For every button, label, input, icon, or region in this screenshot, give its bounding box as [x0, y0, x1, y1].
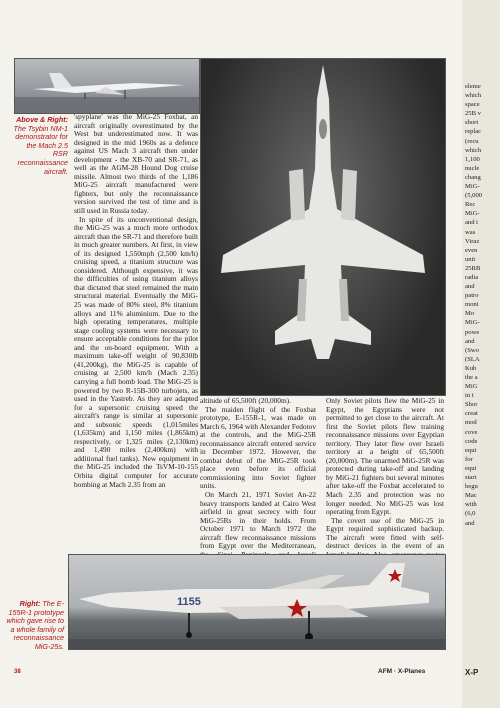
magazine-footer: AFM · X-Planes: [378, 668, 426, 675]
facing-page-line: even: [465, 246, 478, 254]
photo-mig25-top-view: [200, 58, 446, 396]
facing-page-line: MiG-: [465, 319, 480, 327]
facing-page-line: replac: [465, 128, 482, 136]
facing-page-line: code: [465, 437, 478, 445]
facing-page-line: with: [465, 501, 477, 509]
facing-page-line: begu: [465, 483, 478, 491]
facing-page-line: (Swo: [465, 346, 479, 354]
caption-top-text: The Tsybin NM-1 demonstrator for the Mach 2.5 RSR reconnaissance aircraft.: [13, 123, 68, 176]
facing-page-line: Mac: [465, 492, 477, 500]
facing-page-line: 25RB: [465, 264, 481, 272]
aircraft-silhouette-mig25: [201, 59, 445, 395]
facing-page-line: Mo: [465, 310, 475, 318]
facing-page-line: and: [465, 519, 475, 527]
paragraph: 'spyplane' was the MiG-25 Foxbat, an aircraft originally overestimated by the West but underestimated now. It was designed in the mid 1960s as a defence against US Mach 3 aircraft then under development - the XB-70 and SR-71, as well as the AGM-28 Hound Dog cruise missile. Almost two thirds of the 1,186 MiG-25 aircraft manufactured were fighters, but only the reconnaissance version survived the test of time and is still used in Russia today.: [74, 112, 198, 216]
facing-page-line: Kub: [465, 364, 477, 372]
facing-page-footer: X-P: [465, 668, 479, 677]
facing-page-text: [465, 82, 500, 528]
aircraft-number: 1155: [177, 596, 201, 608]
paragraph: Only Soviet pilots flew the MiG-25 in Egypt, the Egyptians were not permitted to get close to the aircraft. At first the Soviet pilots flew training reconnaissance missions over Egyptian territory. They later flew over Israeli territory at a height of 65,500ft (20,000m). The unarmed MiG-25R was protected during take-off and landing by MiG-21 fighters but several minutes after take-off the Foxbat accelerated to Mach 2.35 and protection was no longer needed. No MiG-25 was lost operating from Egypt.: [326, 396, 444, 517]
aircraft-silhouette-nm1: [15, 59, 199, 113]
facing-page-line: (6,0: [465, 510, 476, 518]
facing-page-line: 1,100: [465, 155, 480, 163]
facing-page-line: short: [465, 119, 479, 127]
facing-page-line: moni: [465, 301, 479, 309]
photo-e155r1-prototype: [68, 554, 446, 650]
facing-page-edge: [462, 0, 500, 708]
facing-page-line: MiG-: [465, 210, 480, 218]
facing-page-line: powe: [465, 328, 480, 336]
caption-top-lead: Above & Right:: [16, 115, 68, 124]
facing-page-line: Shor: [465, 401, 478, 409]
facing-page-line: for: [465, 455, 473, 463]
paragraph: altitude of 65,500ft (20,000m).: [200, 396, 291, 405]
caption-bottom-lead: Right:: [19, 599, 41, 608]
facing-page-line: 25B v: [465, 110, 481, 118]
photo-tsybin-nm1: [14, 58, 200, 114]
facing-page-line: and: [465, 283, 475, 291]
facing-page-line: chang: [465, 173, 481, 181]
caption-bottom: [6, 600, 64, 652]
facing-page-line: (SLA: [465, 355, 480, 363]
facing-page-line: patro: [465, 292, 479, 300]
facing-page-line: nucle: [465, 164, 480, 172]
facing-page-line: and t: [465, 219, 479, 227]
facing-page-line: and: [465, 337, 475, 345]
facing-page-line: creat: [465, 410, 478, 418]
facing-page-line: (5,000: [465, 192, 483, 200]
facing-page-line: cove: [465, 428, 478, 436]
facing-page-line: radia: [465, 273, 479, 281]
facing-page-line: Rec: [465, 201, 476, 209]
facing-page-line: which: [465, 146, 482, 154]
page-number: 38: [14, 669, 21, 675]
facing-page-line: MiG-: [465, 183, 480, 191]
paragraph: In spite of its unconventional design, the MiG-25 was a much more orthodox aircraft than the SR-71 and therefore built in much greater numbers. At first, in view of its designed 1,550mph (2,500 km/h) cruising speed, a titanium structure was considered. Although expensive, it was the difficulties of using titanium alloys that dictated that steel remained the main structural material. Eventually the MiG-25 was made of 80% steel, 8% titanium alloys and 11% aluminium. Due to the high operating temperatures, multiple stage cooling systems were necessary to ensure acceptable conditions for the pilot and the on-board equipment. With a maximum take-off weight of 90,830lb (41,200kg), the MiG-25 is capable of cruising at 2,500 km/h (Mach 2.35) carrying a full bomb load. The MiG-25 is powered by two R-15B-300 turbojets, as used in the Yastreb. As they are adapted for a supersonic cruising speed the aircraft's range is similar at supersonic and subsonic speeds (1,015miles (1,635km) and 1,150 miles (1,865km) respectively, or 1,325 miles (2,130km) and 1,490 miles (2,400km) with additional fuel tanks). New equipment in the MiG-25 included the TsVM-10-155 Orbita digital computer for accurate bombing at Mach 2.35 from an: [74, 214, 198, 489]
facing-page-line: start: [465, 474, 477, 482]
aircraft-silhouette-e155r1: [69, 555, 445, 649]
facing-page-line: (recu: [465, 137, 479, 145]
facing-page-line: Viraz: [465, 237, 480, 245]
paragraph: The covert use of the MiG-25 in Egypt required sophisticated backup. The aircraft were fitted with self-destruct devices in the event of an: [326, 515, 444, 551]
facing-page-line: mod: [465, 419, 477, 427]
facing-page-line: was: [465, 228, 476, 236]
facing-page-line: space: [465, 101, 480, 109]
paragraph: The maiden flight of the Foxbat prototype, E-155R-1, was made on March 6, 1964 with Alexander Fedotov at the controls, and the MiG-25R reconnaissance aircraft entered service in December 1972. However, the combat debut of the MiG-25R took place even before its official commissioning into Soviet fighter units.: [200, 404, 316, 491]
paragraph: On March 21, 1971 Soviet An-22 heavy transports landed at Cairo West airfield in great secrecy with four MiG-25Rs in their holds. From October 1971 to March 1972 the aircraft flew reconnaissance missions from Egypt over the Mediterranean,: [200, 490, 316, 551]
facing-page-line: the a: [465, 374, 478, 381]
facing-page-line: equi: [465, 446, 477, 454]
facing-page-line: which: [465, 92, 482, 100]
article-column-1: [74, 113, 198, 489]
caption-top: [12, 116, 68, 176]
facing-page-line: in t: [465, 392, 474, 400]
facing-page-line: eleme: [465, 83, 481, 90]
facing-page-line: MiG: [465, 383, 478, 391]
facing-page-line: unit: [465, 255, 476, 263]
caption-bottom-text: The E-155R-1 prototype which gave rise to a whole family of reconnaissance MiG-25s.: [6, 599, 64, 651]
facing-page-line: equi: [465, 464, 477, 472]
